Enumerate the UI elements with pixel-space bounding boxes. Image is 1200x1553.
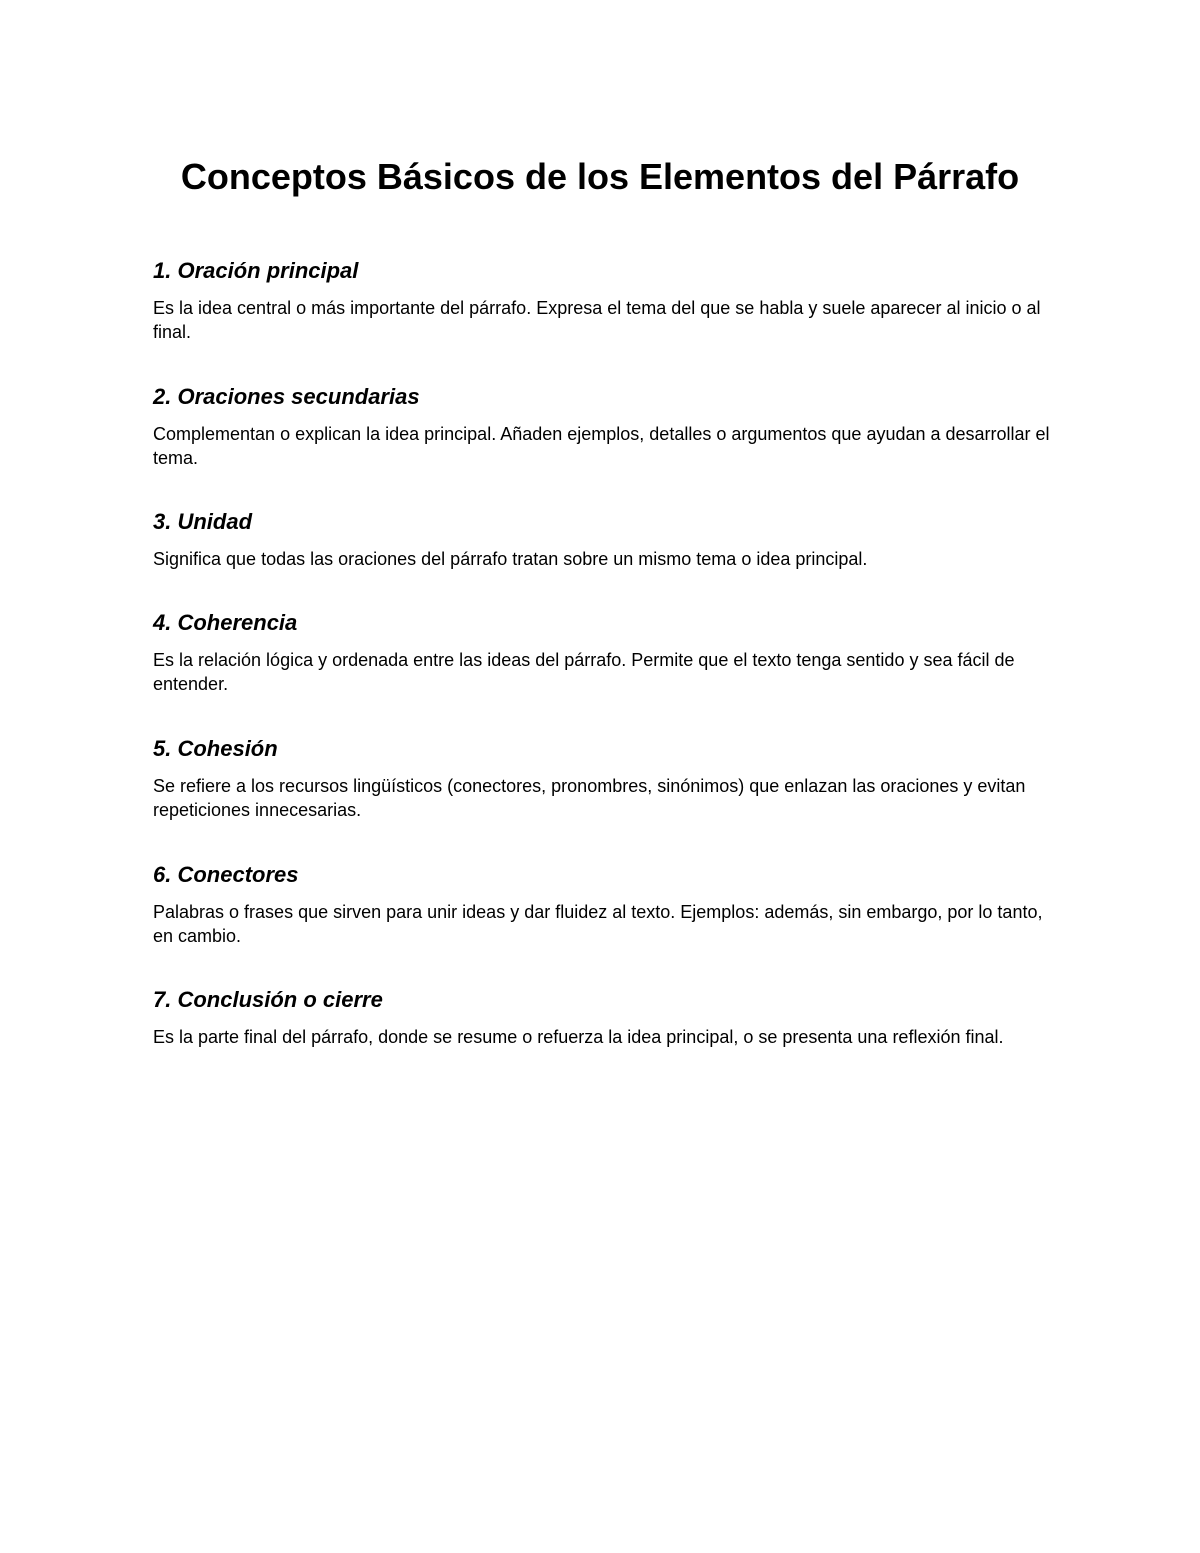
- section-conclusion: [153, 986, 1053, 1049]
- section-heading: 1. Oración principal: [153, 258, 359, 283]
- section-unidad: [153, 508, 1053, 571]
- section-body: Complementan o explican la idea principal. Añaden ejemplos, detalles o argumentos que ayudan a desarrollar el tema.: [153, 424, 1050, 468]
- section-coherencia: [153, 609, 1053, 696]
- section-heading: 4. Coherencia: [153, 610, 298, 635]
- section-body: Palabras o frases que sirven para unir ideas y dar fluidez al texto. Ejemplos: además, sin embargo, por lo tanto, en cambio.: [153, 902, 1043, 946]
- section-oracion-principal: [153, 257, 1053, 344]
- section-heading: 6. Conectores: [153, 862, 299, 887]
- section-cohesion: [153, 735, 1053, 822]
- section-body: Es la relación lógica y ordenada entre las ideas del párrafo. Permite que el texto tenga sentido y sea fácil de entender.: [153, 650, 1015, 694]
- section-body: Es la parte final del párrafo, donde se resume o refuerza la idea principal, o se presenta una reflexión final.: [153, 1027, 1004, 1047]
- section-conectores: [153, 861, 1053, 948]
- document-title: Conceptos Básicos de los Elementos del Párrafo: [180, 156, 1020, 197]
- section-heading: 5. Cohesión: [153, 736, 278, 761]
- section-heading: 2. Oraciones secundarias: [153, 384, 420, 409]
- section-heading: 7. Conclusión o cierre: [153, 987, 383, 1012]
- section-oraciones-secundarias: [153, 383, 1053, 470]
- section-body: Es la idea central o más importante del párrafo. Expresa el tema del que se habla y suele aparecer al inicio o al final.: [153, 298, 1041, 342]
- section-body: Significa que todas las oraciones del párrafo tratan sobre un mismo tema o idea principal.: [153, 549, 868, 569]
- section-body: Se refiere a los recursos lingüísticos (conectores, pronombres, sinónimos) que enlazan las oraciones y evitan repeticiones innecesarias.: [153, 776, 1026, 820]
- section-heading: 3. Unidad: [153, 509, 253, 534]
